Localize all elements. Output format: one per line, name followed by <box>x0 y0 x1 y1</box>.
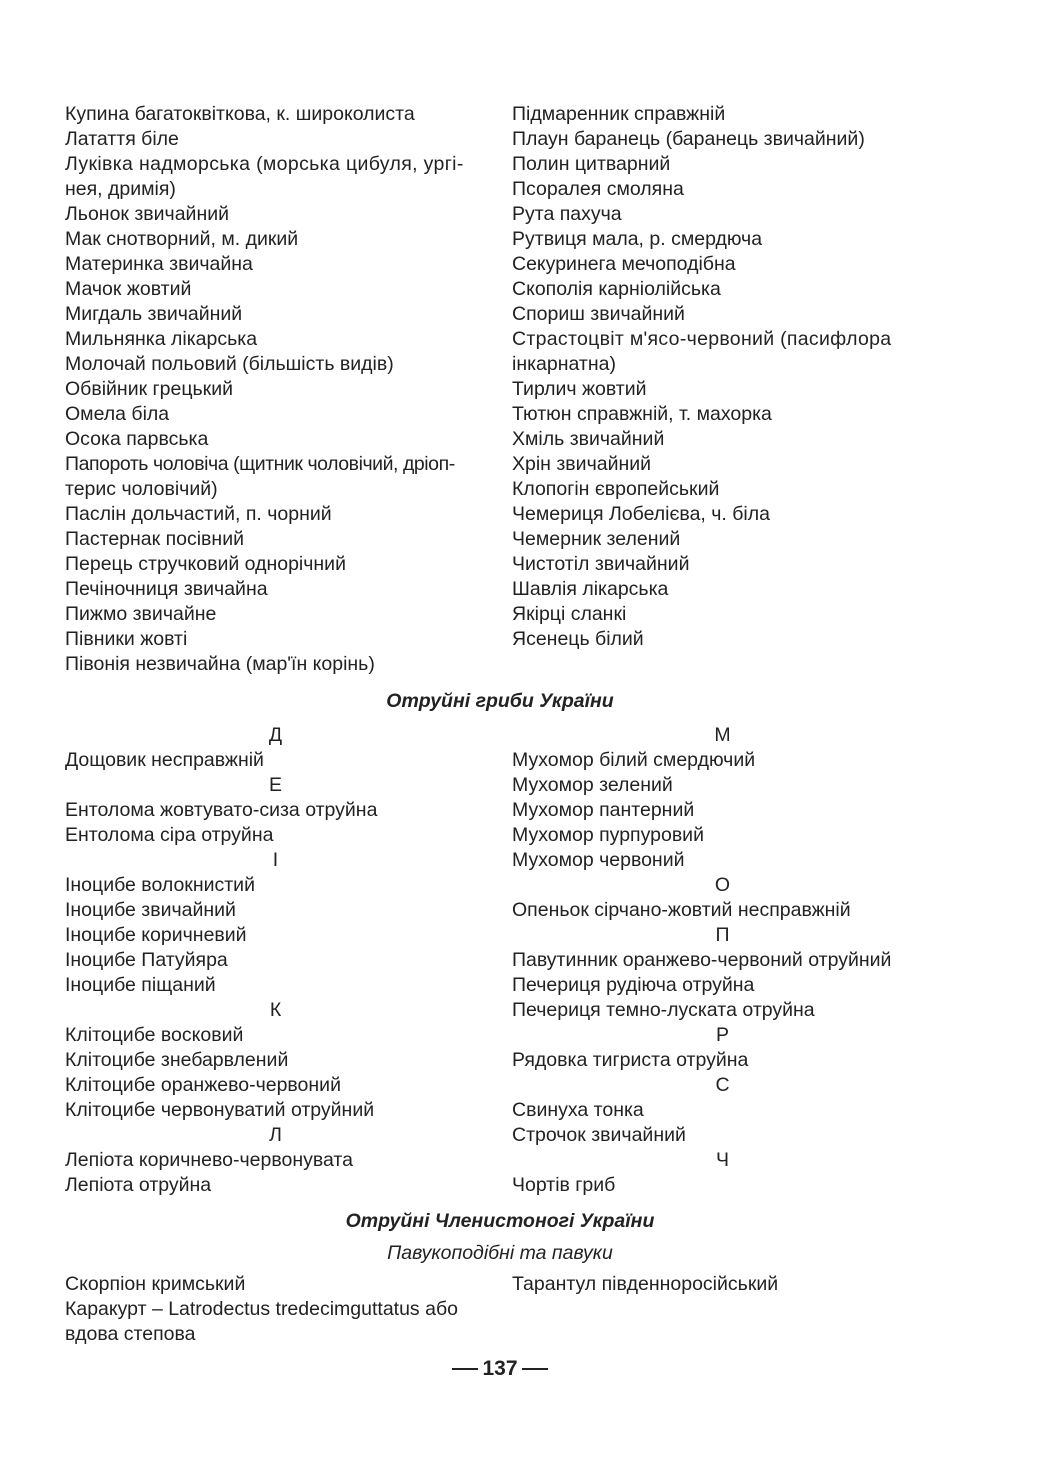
mushroom-item: Дощовик несправжній <box>65 749 264 771</box>
alphabet-letter: К <box>269 999 282 1021</box>
plant-item: Секуринега мечоподібна <box>512 253 736 275</box>
page-number-value: 137 <box>482 1357 518 1380</box>
plant-item: Мак снотворний, м. дикий <box>65 228 299 250</box>
alphabet-letter: О <box>714 874 731 896</box>
plant-item: Якірці сланкі <box>512 603 627 625</box>
plant-item: Спориш звичайний <box>512 303 685 325</box>
mushroom-item: Іноцибе звичайний <box>65 899 236 921</box>
plant-item: Півонія незвичайна (мар'їн корінь) <box>65 653 375 675</box>
plant-item: Льонок звичайний <box>65 203 230 225</box>
alphabet-letter: Л <box>269 1124 282 1146</box>
plants-list <box>65 102 945 677</box>
plant-item: Пастернак посівний <box>65 528 244 550</box>
alphabet-letter: І <box>272 849 279 871</box>
alphabet-letter: Р <box>715 1024 729 1046</box>
mushroom-item: Лепіота коричнево-червонувата <box>65 1149 353 1171</box>
mushroom-item: Рядовка тигриста отруйна <box>512 1049 749 1071</box>
section-heading-arthropods: Отруйні Членистоногі України <box>345 1210 655 1232</box>
plant-item: Полин цитварний <box>512 153 671 175</box>
plant-item: Луківка надморська (морська цибуля, ургі- <box>65 153 464 175</box>
plant-item: Латаття біле <box>65 128 179 150</box>
page-number-dash-left <box>452 1368 478 1370</box>
alphabet-letter: Ч <box>716 1149 729 1171</box>
plant-item: Клопогін європейський <box>512 478 720 500</box>
plant-item: Пижмо звичайне <box>65 603 217 625</box>
mushroom-item: Мухомор білий смердючий <box>512 749 756 771</box>
plant-item: Мачок жовтий <box>65 278 192 300</box>
plant-item: Обвійник грецький <box>65 378 233 400</box>
alphabet-letter: Д <box>268 724 283 746</box>
plant-item-continuation: нея, дримія) <box>65 178 176 200</box>
arthropod-item: Каракурт – Latrodectus tredecimguttatus або <box>65 1298 458 1320</box>
mushroom-item: Мухомор зелений <box>512 774 673 796</box>
mushroom-item: Мухомор пурпуровий <box>512 824 704 846</box>
plant-item: Перець стручковий однорічний <box>65 553 346 575</box>
plant-item: Рута пахуча <box>512 203 622 225</box>
plant-item: Півники жовті <box>65 628 188 650</box>
arthropods-list <box>65 1272 945 1347</box>
arthropods-left-column <box>65 1272 512 1347</box>
mushroom-item: Опеньок сірчано-жовтий несправжній <box>512 899 851 921</box>
plant-item: Омела біла <box>65 403 170 425</box>
plant-item: Материнка звичайна <box>65 253 253 275</box>
plant-item: Чемериця Лобелієва, ч. біла <box>512 503 770 525</box>
plant-item: Плаун баранець (баранець звичайний) <box>512 128 865 150</box>
plant-item-continuation: інкарнатна) <box>512 353 616 375</box>
alphabet-letter: П <box>715 924 730 946</box>
mushroom-item: Свинуха тонка <box>512 1099 644 1121</box>
plant-item: Печіночниця звичайна <box>65 578 268 600</box>
mushroom-item: Мухомор пантерний <box>512 799 695 821</box>
mushroom-item: Іноцибе коричневий <box>65 924 247 946</box>
arthropod-item: Скорпіон кримський <box>65 1273 246 1295</box>
plant-item: Папороть чоловіча (щитник чоловічий, дріоп- <box>65 453 455 475</box>
mushroom-item: Строчок звичайний <box>512 1124 686 1146</box>
mushroom-item: Клітоцибе знебарвлений <box>65 1049 289 1071</box>
plant-item: Ясенець білий <box>512 628 644 650</box>
mushroom-item: Клітоцибе червонуватий отруйний <box>65 1099 375 1121</box>
plant-item: Чистотіл звичайний <box>512 553 690 575</box>
plant-item: Мильнянка лікарська <box>65 328 258 350</box>
plant-item: Мигдаль звичайний <box>65 303 243 325</box>
mushroom-item: Іноцибе Патуйяра <box>65 949 228 971</box>
plant-item: Страстоцвіт м'ясо-червоний (пасифлора <box>512 328 892 350</box>
page-number-dash-right <box>522 1368 548 1370</box>
plants-right-column <box>512 102 945 677</box>
plant-item-continuation: терис чоловічий) <box>65 478 218 500</box>
plants-left-column <box>65 102 512 677</box>
arthropod-item: Тарантул південноросійський <box>512 1273 779 1295</box>
plant-item: Хрін звичайний <box>512 453 652 475</box>
plant-item: Молочай польовий (більшість видів) <box>65 353 394 375</box>
alphabet-letter: М <box>714 724 731 746</box>
section-heading-mushrooms: Отруйні гриби України <box>386 690 614 712</box>
mushroom-item: Ентолома сіра отруйна <box>65 824 274 846</box>
mushroom-item: Клітоцибе восковий <box>65 1024 244 1046</box>
plant-item: Чемерник зелений <box>512 528 681 550</box>
plant-item: Осока парвська <box>65 428 209 450</box>
mushroom-item: Печериця темно-лускатa отруйна <box>512 999 815 1021</box>
subsection-heading-arachnids: Павукоподібні та павуки <box>387 1242 613 1264</box>
plant-item: Скополія карніолійська <box>512 278 721 300</box>
plant-item: Шавлія лікарська <box>512 578 669 600</box>
alphabet-letter: Е <box>268 774 282 796</box>
arthropods-right-column <box>512 1272 945 1347</box>
mushrooms-right-column <box>512 723 945 1198</box>
mushrooms-list <box>65 723 945 1198</box>
mushroom-item: Мухомор червоний <box>512 849 685 871</box>
alphabet-letter: С <box>715 1074 730 1096</box>
plant-item: Паслін дольчастий, п. чорний <box>65 503 332 525</box>
plant-item: Тютюн справжній, т. махорка <box>512 403 772 425</box>
mushroom-item: Іноцибе волокнистий <box>65 874 255 896</box>
arthropod-item-continuation: вдова степова <box>65 1323 196 1345</box>
mushroom-item: Клітоцибе оранжево-червоний <box>65 1074 341 1096</box>
plant-item: Хміль звичайний <box>512 428 665 450</box>
plant-item: Купина багатоквіткова, к. широколиста <box>65 103 415 125</box>
mushroom-item: Ентолома жовтувато-сиза отруйна <box>65 799 378 821</box>
plant-item: Тирлич жовтий <box>512 378 647 400</box>
mushroom-item: Іноцибе піщаний <box>65 974 216 996</box>
mushroom-item: Чортів гриб <box>512 1174 616 1196</box>
page-number <box>0 1357 1000 1381</box>
plant-item: Підмаренник справжній <box>512 103 726 125</box>
plant-item: Псоралея смоляна <box>512 178 684 200</box>
mushroom-item: Лепіота отруйна <box>65 1174 212 1196</box>
mushrooms-left-column <box>65 723 512 1198</box>
mushroom-item: Павутинник оранжево-червоний отруйний <box>512 949 892 971</box>
plant-item: Рутвиця мала, р. смердюча <box>512 228 763 250</box>
mushroom-item: Печериця рудіюча отруйна <box>512 974 755 996</box>
